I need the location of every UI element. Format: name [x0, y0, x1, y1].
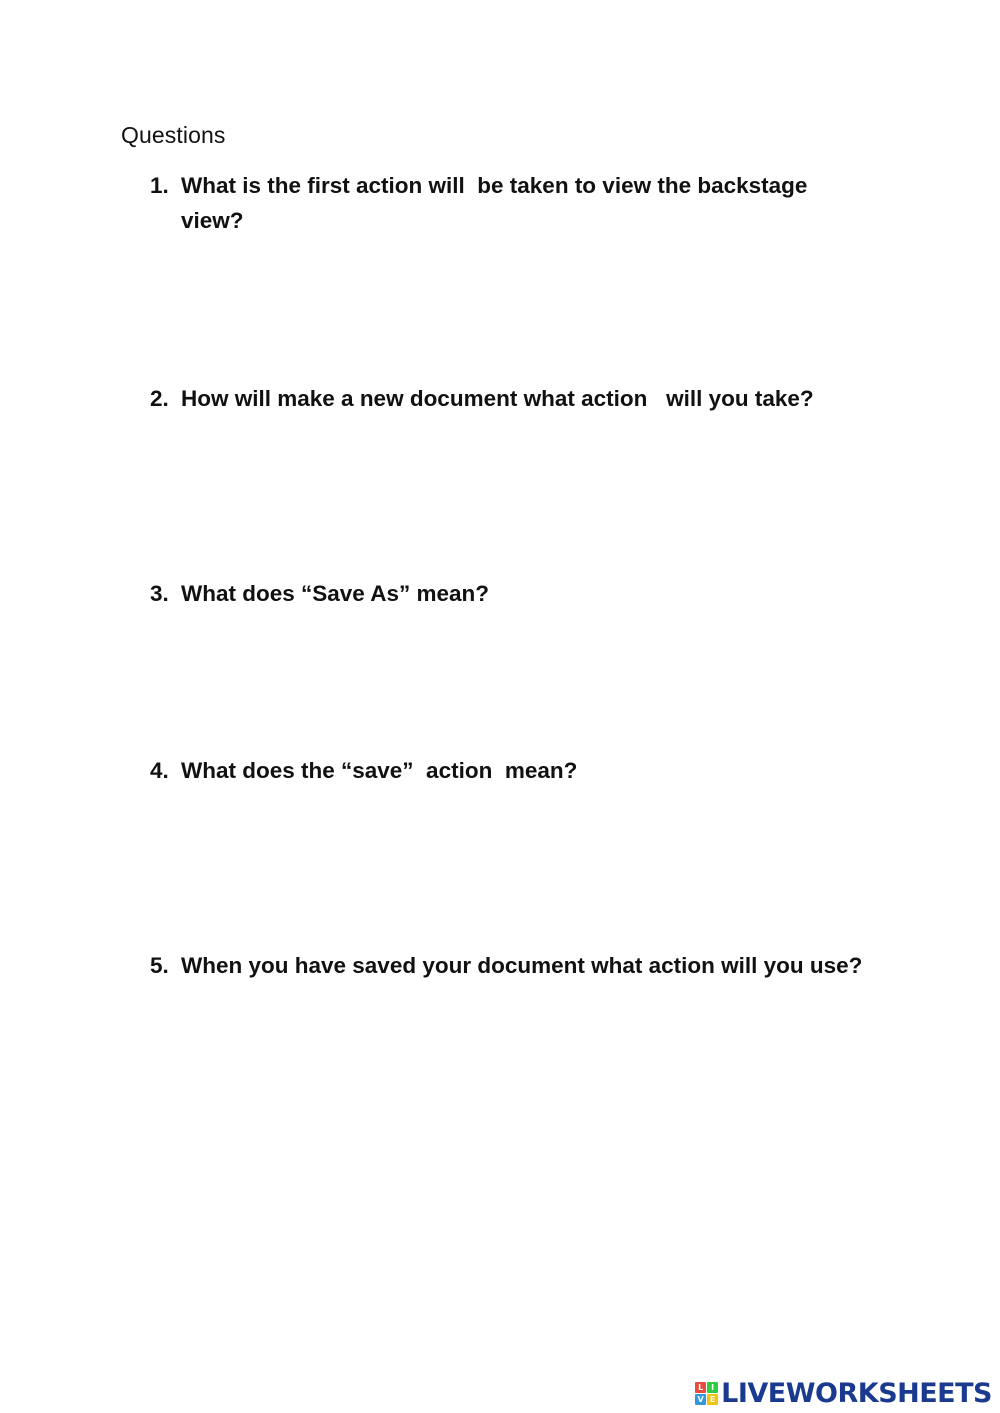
- logo-cell: E: [707, 1394, 718, 1405]
- logo-cell: I: [707, 1382, 718, 1393]
- question-text: When you have saved your document what action will you use?: [181, 953, 863, 978]
- question-3: [150, 576, 870, 611]
- logo-cell: V: [695, 1394, 706, 1405]
- question-2: [150, 381, 870, 416]
- question-1: [150, 168, 870, 238]
- question-text: How will make a new document what action will you take?: [181, 386, 814, 411]
- question-number: 1.: [150, 173, 169, 198]
- liveworksheets-watermark[interactable]: [695, 1378, 992, 1409]
- page-heading: Questions: [121, 122, 226, 148]
- question-text: What does the “save” action mean?: [181, 758, 578, 783]
- watermark-text: LIVEWORKSHEETS: [721, 1378, 992, 1409]
- logo-cell: L: [695, 1382, 706, 1393]
- question-text: What is the first action will be taken to view the backstage view?: [181, 173, 814, 233]
- question-5: [150, 948, 870, 983]
- question-text: What does “Save As” mean?: [181, 581, 490, 606]
- liveworksheets-logo-icon: [695, 1382, 718, 1405]
- question-number: 2.: [150, 386, 169, 411]
- question-number: 4.: [150, 758, 169, 783]
- question-4: [150, 753, 870, 788]
- question-number: 5.: [150, 953, 169, 978]
- question-number: 3.: [150, 581, 169, 606]
